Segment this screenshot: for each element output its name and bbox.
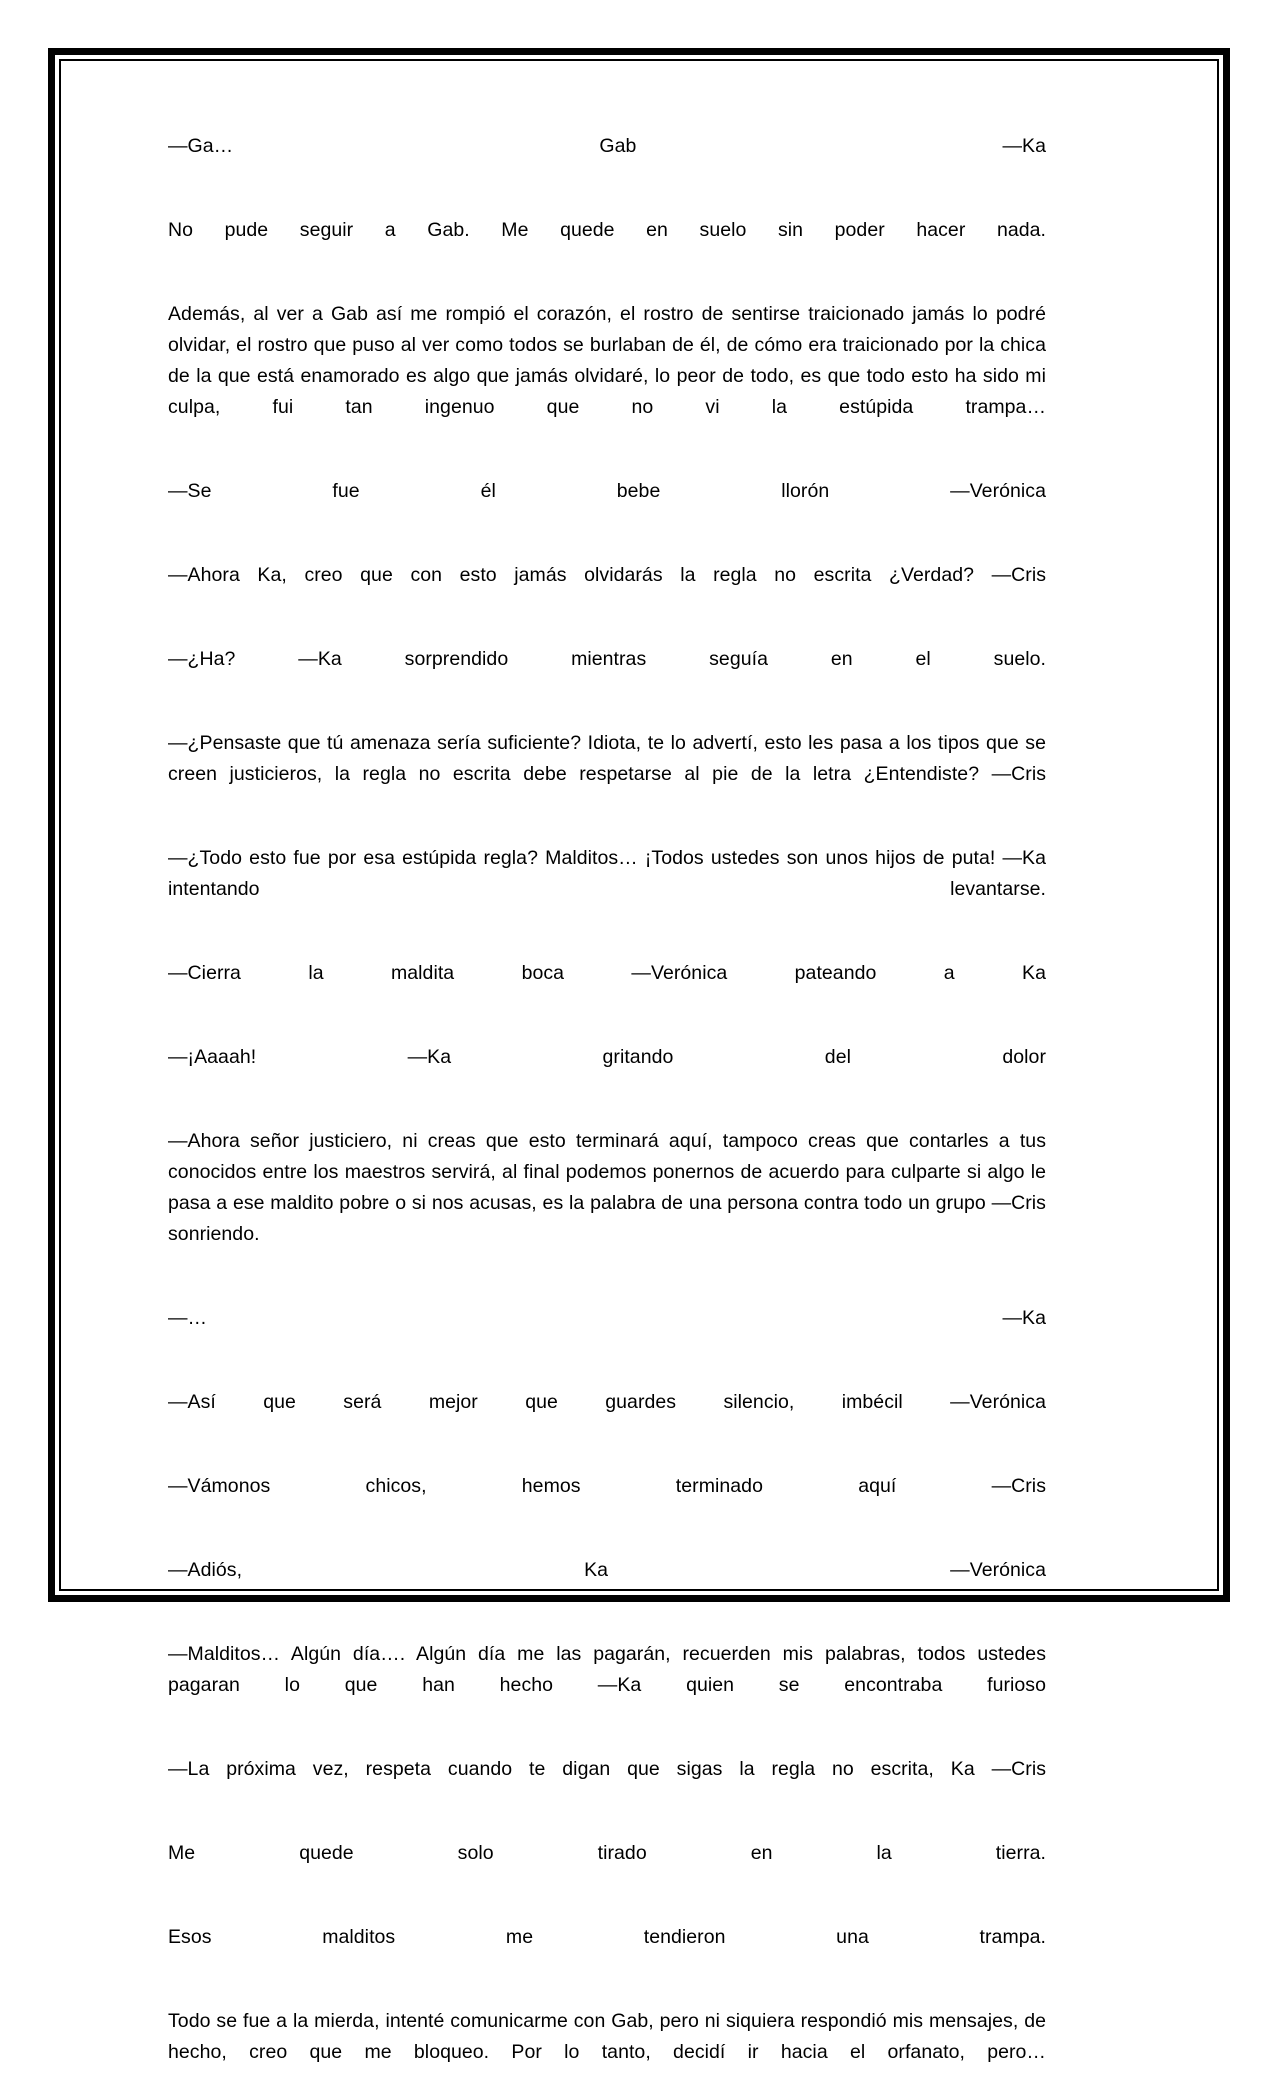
body-paragraph: —¿Ha? —Ka sorprendido mientras seguía en el suelo. (168, 648, 1046, 670)
body-paragraph: —Así que será mejor que guardes silencio, imbécil —Verónica (168, 1391, 1046, 1413)
body-paragraph: —La próxima vez, respeta cuando te digan que sigas la regla no escrita, Ka —Cris (168, 1758, 1046, 1780)
body-paragraph: —¿Pensaste que tú amenaza sería suficiente? Idiota, te lo advertí, esto les pasa a los tipos que se creen justicieros, la regla no escrita debe respetarse al pie de la letra ¿Entendiste? —Cris (168, 732, 1046, 785)
body-paragraph: —¡Aaaah! —Ka gritando del dolor (168, 1046, 1046, 1068)
body-paragraph: —Ahora Ka, creo que con esto jamás olvidarás la regla no escrita ¿Verdad? —Cris (168, 564, 1046, 586)
body-paragraph: —¿Todo esto fue por esa estúpida regla? Malditos… ¡Todos ustedes son unos hijos de puta! —Ka intentando levantarse. (168, 847, 1046, 900)
body-paragraph: Además, al ver a Gab así me rompió el corazón, el rostro de sentirse traicionado jamás lo podré olvidar, el rostro que puso al ver como todos se burlaban de él, de cómo era traicionado por la chica de la que está enamorado es algo que jamás olvidaré, lo peor de todo, es que todo esto ha sido mi culpa, fui tan ingenuo que no vi la estúpida trampa… (168, 303, 1046, 418)
document-text-column (168, 131, 1046, 2099)
body-paragraph: —Ahora señor justiciero, ni creas que esto terminará aquí, tampoco creas que contarles a tus conocidos entre los maestros servirá, al final podemos ponernos de acuerdo para culparte si algo le pasa a ese maldito pobre o si nos acusas, es la palabra de una persona contra todo un grupo —Cris sonriendo. (168, 1130, 1046, 1245)
body-paragraph: Esos malditos me tendieron una trampa. (168, 1926, 1046, 1948)
body-paragraph: —Ga… Gab —Ka (168, 135, 1046, 157)
body-paragraph: —Vámonos chicos, hemos terminado aquí —Cris (168, 1475, 1046, 1497)
body-paragraph: No pude seguir a Gab. Me quede en suelo sin poder hacer nada. (168, 219, 1046, 241)
body-paragraph: Todo se fue a la mierda, intenté comunicarme con Gab, pero ni siquiera respondió mis mensajes, de hecho, creo que me bloqueo. Por lo tanto, decidí ir hacia el orfanato, pero… (168, 2010, 1046, 2063)
body-paragraph: —Malditos… Algún día…. Algún día me las pagarán, recuerden mis palabras, todos ustedes pagaran lo que han hecho —Ka quien se encontraba furioso (168, 1643, 1046, 1696)
body-paragraph: —Se fue él bebe llorón —Verónica (168, 480, 1046, 502)
body-paragraph: —Cierra la maldita boca —Verónica pateando a Ka (168, 962, 1046, 984)
body-paragraph: —… —Ka (168, 1307, 1046, 1329)
body-paragraph: Me quede solo tirado en la tierra. (168, 1842, 1046, 1864)
body-paragraph: —Adiós, Ka —Verónica (168, 1559, 1046, 1581)
